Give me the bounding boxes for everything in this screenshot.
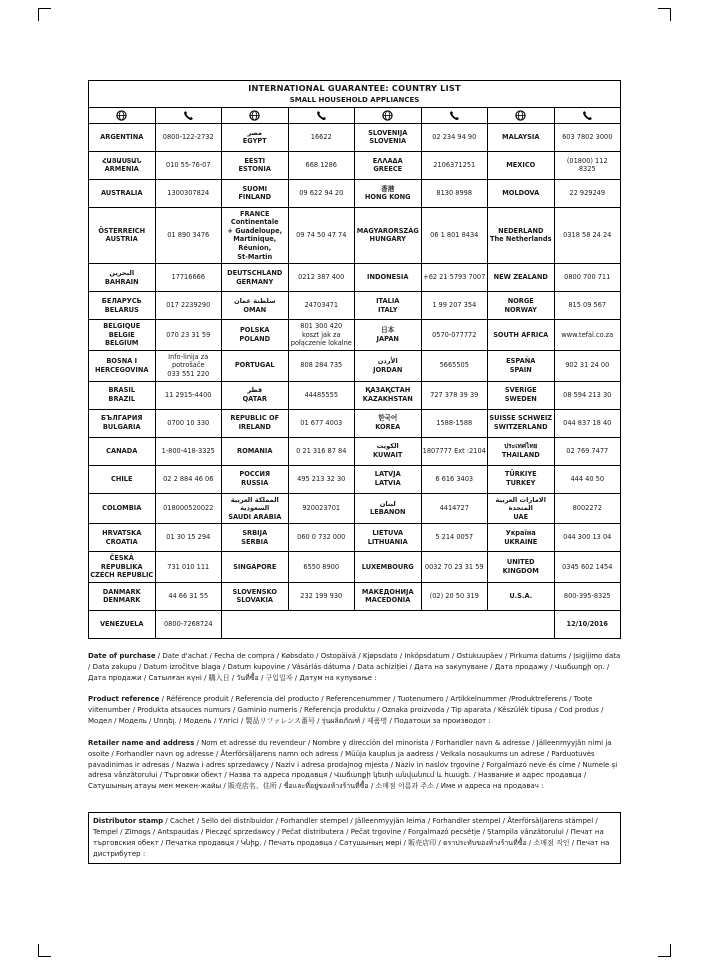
country-cell: COLOMBIA (89, 493, 156, 524)
table-row (89, 320, 621, 351)
product-reference-translations: / Référence produit / Referencia del producto / Referencenummer / Tuotenumero / Artikkelnummer /Produktreferens / Toote viitenumber / Produkta atsauces numurs / Gaminio numeris / Referencja produktu / Oznaka proizvoda / Tip aparata / Készülék típusa / Cod produs / Модел / Модель / Մոդել. / Модель / Үлгісі / 製品リファレンス番号 / รุ่นผลิตภัณฑ์ / 제품명 / Податоци за производот : (88, 695, 604, 726)
country-cell: الأردن JORDAN (355, 350, 422, 381)
table-row (89, 437, 621, 465)
phone-icon (554, 107, 621, 123)
country-list-table (88, 80, 621, 639)
country-cell: SRBIJA SERBIA (222, 524, 289, 552)
country-cell: البحرين BAHRAIN (89, 264, 156, 292)
table-subtitle: SMALL HOUSEHOLD APPLIANCES (289, 95, 420, 104)
country-cell: PORTUGAL (222, 350, 289, 381)
country-cell: الامارات العربية المتحدة UAE (488, 493, 555, 524)
country-cell: ARGENTINA (89, 123, 156, 151)
phone-cell: 6550 8900 (288, 552, 355, 583)
phone-cell: 668 1286 (288, 151, 355, 179)
crop-mark-top-left (38, 8, 51, 21)
distributor-stamp-translations: / Cachet / Sello del distribuidor / Forhandler stempel / Jälleenmyyjän leima / Forhandler stempel / Återförsäljarens stämpel / Tempel / Zīmogs / Antspaudas / Pieczęć sprzedawcy / Pečat distributera / Pečat trgovine / Forgalmazó pecsétje / Ștampila vânzătorului / Печат на търговския обект / Печатка продавця / Կնիք. / Печать продавца / Сатушының мөрі / 販売店印 / ตราประทับของห้างร้านที่ซื้อ / 소매점 직인 / Печат на дистрибутер : (93, 817, 610, 858)
retailer-name-label: Retailer name and address (88, 738, 195, 747)
phone-cell: 010 55-76-07 (155, 151, 222, 179)
country-cell: ROMANIA (222, 437, 289, 465)
country-cell: ΕΛΛΑΔΑ GREECE (355, 151, 422, 179)
globe-icon (488, 107, 555, 123)
country-cell: مصر EGYPT (222, 123, 289, 151)
phone-cell: 06 1 801 8434 (421, 207, 488, 263)
footer-text-block (88, 651, 621, 864)
country-cell: EESTI ESTONIA (222, 151, 289, 179)
country-cell: POLSKA POLAND (222, 320, 289, 351)
country-cell: قطر QATAR (222, 381, 289, 409)
phone-cell: 02 234 94 90 (421, 123, 488, 151)
phone-cell: 44 66 31 55 (155, 582, 222, 610)
phone-cell: 0345 602 1454 (554, 552, 621, 583)
phone-cell: 02 2 884 46 06 (155, 465, 222, 493)
globe-icon (355, 107, 422, 123)
crop-mark-bottom-right (658, 944, 671, 957)
table-row (89, 292, 621, 320)
table-row (89, 350, 621, 381)
country-cell: AUSTRALIA (89, 179, 156, 207)
phone-cell: 16622 (288, 123, 355, 151)
phone-cell: 731 010 111 (155, 552, 222, 583)
country-cell: SLOVENSKO SLOVAKIA (222, 582, 289, 610)
phone-cell: 1588-1588 (421, 409, 488, 437)
country-cell: NORGE NORWAY (488, 292, 555, 320)
phone-cell: 1300307824 (155, 179, 222, 207)
phone-icon (155, 107, 222, 123)
phone-cell: 0318 58 24 24 (554, 207, 621, 263)
table-title-cell (89, 81, 621, 108)
country-cell: DEUTSCHLAND GERMANY (222, 264, 289, 292)
page-content (88, 80, 621, 864)
phone-cell: 902 31 24 00 (554, 350, 621, 381)
country-cell: سلطنة عمان OMAN (222, 292, 289, 320)
table-row (89, 207, 621, 263)
table-row (89, 493, 621, 524)
phone-cell: 01 677 4003 (288, 409, 355, 437)
country-cell: SUOMI FINLAND (222, 179, 289, 207)
country-cell (222, 610, 555, 638)
country-cell: ประเทศไทย THAILAND (488, 437, 555, 465)
country-cell: Україна UKRAINE (488, 524, 555, 552)
country-cell: UNITED KINGDOM (488, 552, 555, 583)
phone-cell: 08 594 213 30 (554, 381, 621, 409)
country-cell: 日本 JAPAN (355, 320, 422, 351)
country-cell: LUXEMBOURG (355, 552, 422, 583)
distributor-stamp-paragraph (93, 816, 616, 859)
phone-cell: 5 214 0057 (421, 524, 488, 552)
table-row (89, 123, 621, 151)
phone-cell: 0212 387 400 (288, 264, 355, 292)
crop-mark-top-right (658, 8, 671, 21)
phone-cell: www.tefal.co.za (554, 320, 621, 351)
table-title: INTERNATIONAL GUARANTEE: COUNTRY LIST (248, 83, 461, 93)
country-cell: REPUBLIC OF IRELAND (222, 409, 289, 437)
phone-icon (421, 107, 488, 123)
phone-cell: 0800-7268724 (155, 610, 222, 638)
table-row (89, 582, 621, 610)
table-row (89, 264, 621, 292)
phone-cell: 01 890 3476 (155, 207, 222, 263)
phone-cell: 444 40 50 (554, 465, 621, 493)
country-cell: SLOVENIJA SLOVENIA (355, 123, 422, 151)
country-cell: ՀԱՅԱՍՏԱՆ ARMENIA (89, 151, 156, 179)
phone-cell: 8130 8998 (421, 179, 488, 207)
country-cell: MOLDOVA (488, 179, 555, 207)
country-cell: ČESKÁ REPUBLIKA CZECH REPUBLIC (89, 552, 156, 583)
phone-cell: 17716666 (155, 264, 222, 292)
table-row (89, 610, 621, 638)
globe-icon (222, 107, 289, 123)
phone-cell: 0570-077772 (421, 320, 488, 351)
phone-cell: 0800-122-2732 (155, 123, 222, 151)
country-cell: SINGAPORE (222, 552, 289, 583)
phone-cell: 4414727 (421, 493, 488, 524)
phone-cell: 12/10/2016 (554, 610, 621, 638)
table-row (89, 465, 621, 493)
country-cell: ITALIA ITALY (355, 292, 422, 320)
phone-cell: 0800 700 711 (554, 264, 621, 292)
country-cell: BELGIQUE BELGIE BELGIUM (89, 320, 156, 351)
table-title-row (89, 81, 621, 108)
phone-cell: +62 21 5793 7007 (421, 264, 488, 292)
icon-header-row (89, 107, 621, 123)
phone-cell: (02) 20 50 319 (421, 582, 488, 610)
country-cell: SUISSE SCHWEIZ SWITZERLAND (488, 409, 555, 437)
country-cell: CHILE (89, 465, 156, 493)
country-cell: المملكة العربية السعودية SAUDI ARABIA (222, 493, 289, 524)
product-reference-paragraph (88, 694, 621, 727)
crop-mark-bottom-left (38, 944, 51, 957)
phone-cell: 727 378 39 39 (421, 381, 488, 409)
globe-icon (89, 107, 156, 123)
table-row (89, 409, 621, 437)
country-cell: SVERIGE SWEDEN (488, 381, 555, 409)
phone-cell: 1 99 207 354 (421, 292, 488, 320)
phone-cell: 2106371251 (421, 151, 488, 179)
phone-cell: 0032 70 23 31 59 (421, 552, 488, 583)
country-cell: ÖSTERREICH AUSTRIA (89, 207, 156, 263)
phone-cell: 017 2239290 (155, 292, 222, 320)
phone-cell: 800-395-8325 (554, 582, 621, 610)
phone-cell: 1-800-418-3325 (155, 437, 222, 465)
phone-cell: 6 616 3403 (421, 465, 488, 493)
country-cell: MEXICO (488, 151, 555, 179)
phone-cell: 801 300 420 koszt jak za połączenie lokalne (288, 320, 355, 351)
country-cell: FRANCE Continentale + Guadeloupe, Martinique, Réunion, St-Martin (222, 207, 289, 263)
table-row (89, 179, 621, 207)
country-cell: MAGYARORSZÁG HUNGARY (355, 207, 422, 263)
country-cell: U.S.A. (488, 582, 555, 610)
phone-cell: 24703471 (288, 292, 355, 320)
country-cell: NEDERLAND The Netherlands (488, 207, 555, 263)
country-cell: РОССИЯ RUSSIA (222, 465, 289, 493)
country-cell: لبنان LEBANON (355, 493, 422, 524)
phone-cell: 01 30 15 294 (155, 524, 222, 552)
phone-cell: 02 769 7477 (554, 437, 621, 465)
country-cell: БЕЛАРУСЬ BELARUS (89, 292, 156, 320)
phone-cell: 0700 10 330 (155, 409, 222, 437)
phone-cell: 5665505 (421, 350, 488, 381)
country-cell: الكويت KUWAIT (355, 437, 422, 465)
country-cell: МАКЕДОНИЈА MACEDONIA (355, 582, 422, 610)
phone-cell: 070 23 31 59 (155, 320, 222, 351)
table-row (89, 381, 621, 409)
country-cell: TÜRKIYE TURKEY (488, 465, 555, 493)
country-cell: ESPAÑA SPAIN (488, 350, 555, 381)
retailer-name-paragraph (88, 738, 621, 792)
country-cell: INDONESIA (355, 264, 422, 292)
date-of-purchase-translations: / Date d'achat / Fecha de compra / Købsdato / Ostopäivä / Kjøpsdato / Inköpsdatum / Ostukuupäev / Pirkuma datums / Įsigijimo data / Data zakupu / Datum izročitve blaga / Datum kupovine / Vásárlás dátuma / Data achiziției / Дата на закупуване / Дата продажу / Վաճառքի օր. / Дата продажи / Сатылған күні / 購入日 / วันที่ซื้อ / 구입일자 / Датум на купување : (88, 651, 621, 682)
product-reference-label: Product reference (88, 695, 160, 704)
country-cell: LATVJA LATVIA (355, 465, 422, 493)
phone-cell: 1807777 Ext :2104 (421, 437, 488, 465)
phone-cell: 44485555 (288, 381, 355, 409)
phone-cell: 808 284 735 (288, 350, 355, 381)
phone-cell: 232 199 930 (288, 582, 355, 610)
country-cell: SOUTH AFRICA (488, 320, 555, 351)
phone-cell: 8002272 (554, 493, 621, 524)
country-cell: BOSNA I HERCEGOVINA (89, 350, 156, 381)
country-cell: BRASIL BRAZIL (89, 381, 156, 409)
phone-cell: 09 74 50 47 74 (288, 207, 355, 263)
phone-cell: 11 2915-4400 (155, 381, 222, 409)
country-cell: DANMARK DENMARK (89, 582, 156, 610)
country-cell: 한국어 KOREA (355, 409, 422, 437)
date-of-purchase-paragraph (88, 651, 621, 684)
phone-icon (288, 107, 355, 123)
country-cell: ҚАЗАҚСТАН KAZAKHSTAN (355, 381, 422, 409)
distributor-stamp-box (88, 812, 621, 863)
country-table-body (89, 123, 621, 638)
phone-cell: 09 622 94 20 (288, 179, 355, 207)
phone-cell: 22 929249 (554, 179, 621, 207)
date-of-purchase-label: Date of purchase (88, 651, 156, 660)
table-row (89, 552, 621, 583)
table-row (89, 151, 621, 179)
phone-cell: 018000520022 (155, 493, 222, 524)
phone-cell: 920023701 (288, 493, 355, 524)
phone-cell: 603 7802 3000 (554, 123, 621, 151)
phone-cell: (01800) 112 8325 (554, 151, 621, 179)
country-cell: 香港 HONG KONG (355, 179, 422, 207)
country-cell: VENEZUELA (89, 610, 156, 638)
phone-cell: 044 837 18 40 (554, 409, 621, 437)
country-cell: HRVATSKA CROATIA (89, 524, 156, 552)
phone-cell: Info-linija za potrošače 033 551 220 (155, 350, 222, 381)
phone-cell: 0 21 316 87 84 (288, 437, 355, 465)
country-cell: LIETUVA LITHUANIA (355, 524, 422, 552)
retailer-name-translations: / Nom et adresse du revendeur / Nombre y dirección del minorista / Forhandler navn & adresse / Jälleenmyyjän nimi ja osoite / Forhandler navn og adresse / Återförsäljarens namn och adress / Müüja kauplus ja aadress / Veikala nosaukums un adrese / Parduotuvės pavadinimas ir adresas / Nazwa i adres sprzedawcy / Naziv i adresa prodajnog mjesta / Naziv in naslov trgovine / Forgalmazó neve és címe / Numele și adresa vânzătorului / Търговки обект / Назва та адреса продавця / Վաճառքի կետի անվանում և հասցե. / Название и адрес продавца / Сатушының атауы мен мекен-жайы / 販売店名、住所 / ชื่อและที่อยู่ของห้างร้านที่ซื้อ / 소매점 이름과 주소 / Име и адреса на продавач : (88, 738, 618, 791)
country-cell: БЪЛГАРИЯ BULGARIA (89, 409, 156, 437)
phone-cell: 815 09 567 (554, 292, 621, 320)
distributor-stamp-label: Distributor stamp (93, 817, 164, 826)
country-cell: MALAYSIA (488, 123, 555, 151)
country-cell: CANADA (89, 437, 156, 465)
phone-cell: 495 213 32 30 (288, 465, 355, 493)
table-row (89, 524, 621, 552)
phone-cell: 044 300 13 04 (554, 524, 621, 552)
country-cell: NEW ZEALAND (488, 264, 555, 292)
phone-cell: 060 0 732 000 (288, 524, 355, 552)
